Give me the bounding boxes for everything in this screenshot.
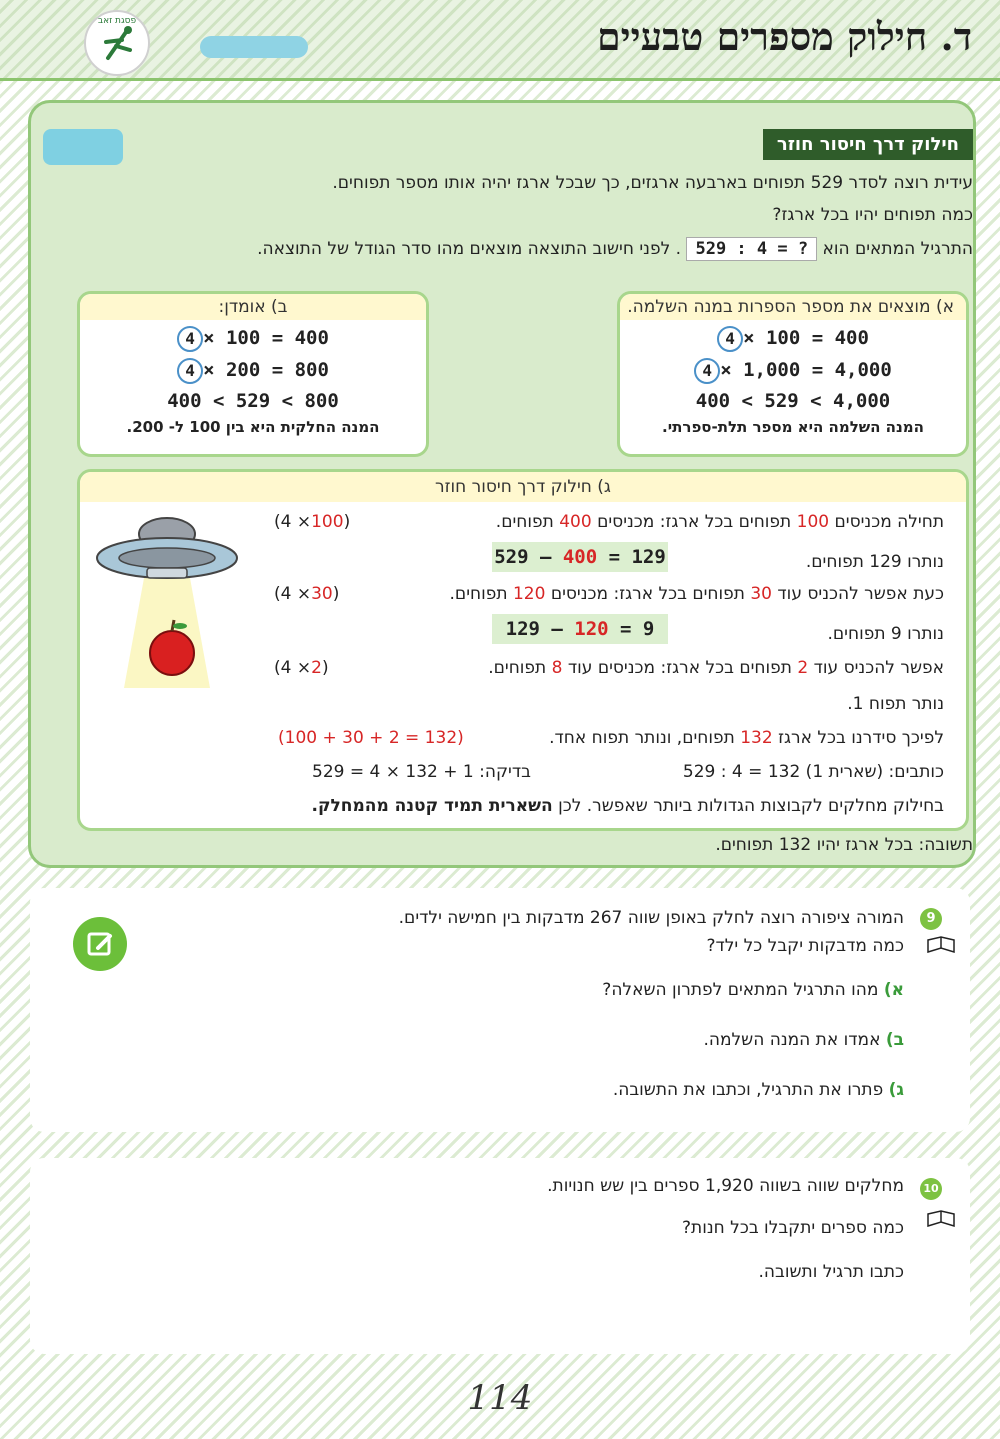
circled-number: 4 (717, 326, 743, 352)
calc1-n: 400 (562, 546, 598, 568)
s5-n1: 2 (797, 658, 809, 678)
calc2-b: = 9 (608, 618, 655, 640)
s1-b: תפוחים בכל ארגז: מכניסים (597, 512, 792, 532)
logo-text: פסגת זאב (97, 16, 137, 26)
ufo-apple-illustration (92, 508, 242, 698)
panel-alef (617, 291, 969, 457)
panel-gimel (77, 469, 969, 831)
q9-part-b (703, 1030, 904, 1050)
s7-n: 132 (740, 728, 773, 748)
exercise-box: 529 : 4 = ? (686, 237, 817, 261)
q10-text-2: כמה ספרים יתקבלו בכל חנות? (682, 1218, 904, 1238)
bet-note: המנה החלקית היא בין 100 ל- 200. (126, 418, 380, 436)
s9-b: השארית תמיד קטנה מהמחלק. (311, 796, 553, 816)
gimel-side-7: (100 + 30 + 2 = 132) (278, 728, 464, 748)
pencil-note-icon[interactable] (72, 916, 128, 972)
gimel-step-3 (450, 584, 944, 604)
intro-line-1: עידית רוצה לסדר 529 תפוחים בארבעה ארגזים, כך שבכל ארגז יהיה אותו מספר תפוחים. (332, 173, 973, 193)
side5-a: (4 × (274, 658, 312, 678)
gimel-step-8a: כותבים: (שארית 1) 132 = 4 : 529 (682, 762, 944, 782)
intro-3a: התרגיל המתאים הוא (822, 239, 973, 259)
logo (84, 10, 150, 76)
s3-a: כעת אפשר להכניס עוד (777, 584, 944, 604)
q9-b-text: אמדו את המנה השלמה. (703, 1030, 881, 1050)
gimel-step-6: נותר תפוח 1. (847, 694, 944, 714)
gimel-step-4: נותרו 9 תפוחים. (827, 624, 944, 644)
circled-number: 4 (694, 358, 720, 384)
q10-text-1: מחלקים שווה בשווה 1,920 ספרים בין שש חנויות. (547, 1176, 904, 1196)
panel-gimel-head: ג) חילוק דרך חיסור חוזר (80, 472, 966, 502)
s5-n2: 8 (551, 658, 563, 678)
alef-line-1-text: × 100 = 400 (743, 327, 869, 349)
side3-n: 30 (311, 584, 333, 604)
book-icon (926, 1210, 956, 1230)
gimel-step-9 (312, 796, 944, 816)
input-field-example[interactable] (43, 129, 123, 165)
skier-icon (86, 12, 148, 74)
gimel-side-3 (274, 584, 339, 604)
gimel-step-2: נותרו 129 תפוחים. (805, 552, 944, 572)
question-9-box (30, 888, 970, 1132)
gimel-side-5 (274, 658, 329, 678)
calc-box-2 (492, 614, 668, 644)
gimel-step-7 (549, 728, 944, 748)
side5-b: ) (321, 658, 329, 678)
panel-alef-head: א) מוצאים את מספר הספרות במנה השלמה. (620, 294, 966, 320)
q9-c-label: ג) (888, 1080, 904, 1100)
bet-line-3: 400 < 529 < 800 (167, 390, 339, 412)
s5-a: אפשר להכניס עוד (813, 658, 944, 678)
gimel-side-1 (274, 512, 350, 532)
side1-a: (4 × (274, 512, 312, 532)
s3-b: תפוחים בכל ארגז: מכניסים (550, 584, 745, 604)
bet-line-1 (80, 326, 426, 352)
s5-c: תפוחים. (488, 658, 547, 678)
alef-note: המנה השלמה היא מספר תלת-ספרתי. (662, 418, 924, 436)
s3-n1: 30 (750, 584, 772, 604)
input-field-top[interactable] (200, 36, 308, 58)
s1-n2: 400 (559, 512, 592, 532)
q9-b-label: ב) (885, 1030, 904, 1050)
calc1-a: 529 – (494, 546, 563, 568)
s3-c: תפוחים. (449, 584, 508, 604)
calc1-b: = 129 (597, 546, 666, 568)
q9-a-text: מהו התרגיל המתאים לפתרון השאלה? (602, 980, 879, 1000)
q10-text-3: כתבו תרגיל ותשובה. (758, 1262, 904, 1282)
question-10-number: 10 (920, 1178, 942, 1200)
side5-n: 2 (311, 658, 322, 678)
side1-b: ) (343, 512, 351, 532)
q9-text-1: המורה ציפורה רוצה לחלק באופן שווה 267 מדבקות בין חמישה ילדים. (398, 908, 904, 928)
q9-a-label: א) (883, 980, 904, 1000)
side1-n: 100 (311, 512, 344, 532)
gimel-step-8b: בדיקה: 1 + 132 × 4 = 529 (312, 762, 531, 782)
question-9-number: 9 (920, 908, 942, 930)
circled-number: 4 (177, 358, 203, 384)
gimel-step-5 (488, 658, 944, 678)
intro-line-2: כמה תפוחים יהיו בכל ארגז? (772, 205, 973, 225)
gimel-step-1 (496, 512, 944, 532)
section-tag: חילוק דרך חיסור חוזר (763, 129, 973, 160)
intro-3b: . לפני חישוב התוצאה מוצאים מהו סדר הגודל של התוצאה. (257, 239, 682, 259)
circled-number: 4 (177, 326, 203, 352)
panel-bet (77, 291, 429, 457)
s7-b: תפוחים, ונותר תפוח אחד. (549, 728, 735, 748)
s7-a: לפיכך סידרנו בכל ארגז (778, 728, 944, 748)
q9-text-2: כמה מדבקות יקבל כל ילד? (706, 936, 904, 956)
q9-part-c (613, 1080, 904, 1100)
example-box (28, 100, 976, 868)
side3-b: ) (332, 584, 340, 604)
s1-c: תפוחים. (495, 512, 554, 532)
bet-line-2 (80, 358, 426, 384)
panel-bet-head: ב) אומדן: (80, 294, 426, 320)
alef-line-3: 400 < 529 < 4,000 (695, 390, 891, 412)
alef-line-2-text: × 1,000 = 4,000 (720, 359, 892, 381)
page-number: 114 (467, 1378, 533, 1418)
alef-line-2 (620, 358, 966, 384)
s3-n2: 120 (512, 584, 546, 604)
question-10-box (30, 1158, 970, 1354)
s5-b: תפוחים בכל ארגז: מכניסים עוד (567, 658, 792, 678)
calc2-n: 120 (574, 618, 609, 640)
s1-n1: 100 (796, 512, 830, 532)
book-icon (926, 936, 956, 956)
answer-line: תשובה: בכל ארגז יהיו 132 תפוחים. (715, 835, 973, 855)
intro-line-3 (257, 237, 973, 261)
q9-part-a (602, 980, 904, 1000)
bet-line-2-text: × 200 = 800 (203, 359, 329, 381)
bet-line-1-text: × 100 = 400 (203, 327, 329, 349)
page-title: ד. חילוק מספרים טבעיים (596, 14, 972, 59)
calc-box-1 (492, 542, 668, 572)
q9-c-text: פתרו את התרגיל, וכתבו את התשובה. (612, 1080, 884, 1100)
s1-a: תחילה מכניסים (834, 512, 944, 532)
alef-line-1 (620, 326, 966, 352)
s9-a: בחילוק מחלקים לקבוצות הגדולות ביותר שאפשר. לכן (558, 796, 944, 816)
side3-a: (4 × (274, 584, 312, 604)
calc2-a: 129 – (505, 618, 575, 640)
